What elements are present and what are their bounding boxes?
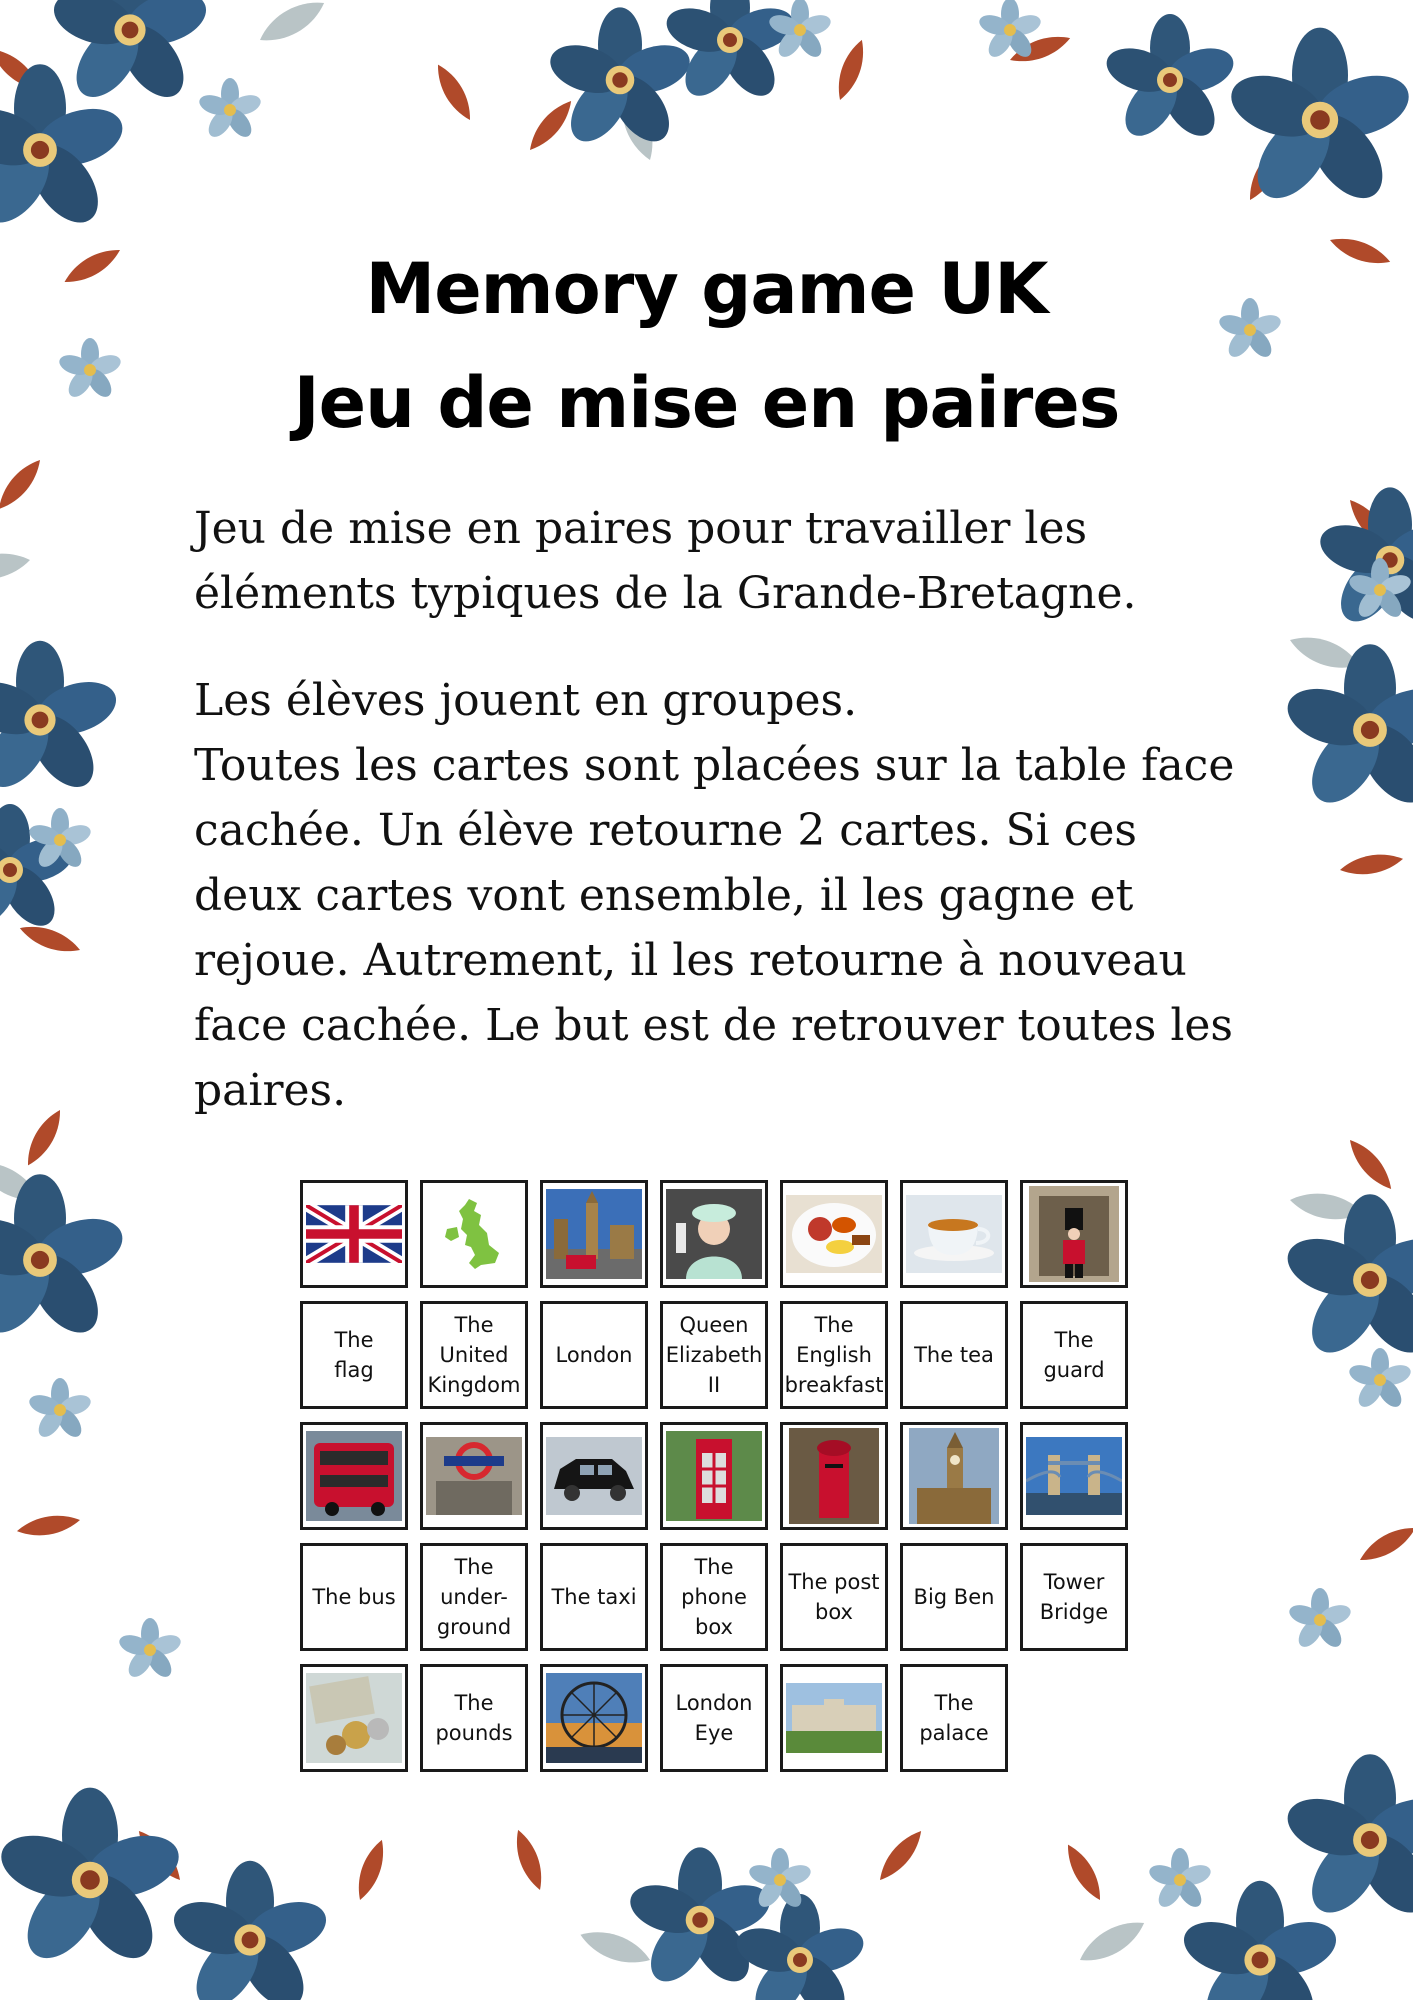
card-label: The bus [312, 1585, 396, 1609]
card-label: London Eye [675, 1691, 753, 1745]
big-ben-icon [909, 1428, 999, 1524]
card-label: The post box [788, 1570, 880, 1624]
card-label: The taxi [551, 1585, 637, 1609]
union-jack-flag-icon [306, 1205, 402, 1263]
rules-line-2: Toutes les cartes sont placées sur la table face cachée. Un élève retourne 2 cartes. Si ces deux cartes vont ensemble, il les gagne et rejoue. Autrement, il les retourne à nouveau face cachée. Le but est de retrouver toutes les paires. [194, 740, 1235, 1116]
card-guard-picture[interactable] [1020, 1180, 1128, 1288]
london-cityscape-icon [546, 1189, 642, 1279]
cup-of-tea-icon [906, 1195, 1002, 1273]
buckingham-palace-icon [786, 1683, 882, 1753]
card-label: The English breakfast [784, 1313, 884, 1397]
card-taxi-label[interactable] [540, 1543, 648, 1651]
card-flag-label[interactable] [300, 1301, 408, 1409]
card-london-picture[interactable] [540, 1180, 648, 1288]
card-uk-label[interactable] [420, 1301, 528, 1409]
royal-guard-icon [1029, 1186, 1119, 1282]
card-bus-label[interactable] [300, 1543, 408, 1651]
card-label: Tower Bridge [1039, 1570, 1109, 1624]
card-label: The under- ground [436, 1555, 512, 1639]
card-label: The tea [914, 1343, 994, 1367]
card-postbox-picture[interactable] [780, 1422, 888, 1530]
black-taxi-icon [546, 1437, 642, 1515]
card-bigben-label[interactable] [900, 1543, 1008, 1651]
card-bigben-picture[interactable] [900, 1422, 1008, 1530]
page-title: Memory game UK [365, 248, 1048, 330]
card-label: The United Kingdom [427, 1313, 521, 1397]
rules-paragraph [194, 668, 1254, 1123]
underground-sign-icon [426, 1437, 522, 1515]
card-londoneye-picture[interactable] [540, 1664, 648, 1772]
card-guard-label[interactable] [1020, 1301, 1128, 1409]
card-breakfast-label[interactable] [780, 1301, 888, 1409]
rules-line-1: Les élèves jouent en groupes. [194, 675, 858, 726]
red-post-box-icon [789, 1428, 879, 1524]
card-queen-label[interactable] [660, 1301, 768, 1409]
red-phone-box-icon [666, 1431, 762, 1521]
card-pounds-picture[interactable] [300, 1664, 408, 1772]
card-label: The phone box [681, 1555, 747, 1639]
card-pounds-label[interactable] [420, 1664, 528, 1772]
card-label: The guard [1043, 1328, 1105, 1382]
card-label: Big Ben [913, 1585, 995, 1609]
card-label: The palace [919, 1691, 989, 1745]
tower-bridge-icon [1026, 1437, 1122, 1515]
card-underground-picture[interactable] [420, 1422, 528, 1530]
card-palace-label[interactable] [900, 1664, 1008, 1772]
pounds-coins-icon [306, 1673, 402, 1763]
london-eye-icon [546, 1673, 642, 1763]
card-tea-picture[interactable] [900, 1180, 1008, 1288]
page-subtitle: Jeu de mise en paires [293, 362, 1120, 444]
card-postbox-label[interactable] [780, 1543, 888, 1651]
card-london-label[interactable] [540, 1301, 648, 1409]
card-taxi-picture[interactable] [540, 1422, 648, 1530]
intro-paragraph: Jeu de mise en paires pour travailler les éléments typiques de la Grande-Bretagne. [194, 503, 1137, 619]
uk-map-icon [429, 1189, 519, 1279]
card-londoneye-label[interactable] [660, 1664, 768, 1772]
card-tea-label[interactable] [900, 1301, 1008, 1409]
card-towerbridge-label[interactable] [1020, 1543, 1128, 1651]
card-label: The flag [334, 1328, 374, 1382]
card-bus-picture[interactable] [300, 1422, 408, 1530]
red-bus-icon [306, 1431, 402, 1521]
card-label: Queen Elizabeth II [665, 1313, 763, 1397]
card-flag-picture[interactable] [300, 1180, 408, 1288]
queen-elizabeth-photo-icon [666, 1189, 762, 1279]
card-uk-picture[interactable] [420, 1180, 528, 1288]
card-label: The pounds [435, 1691, 513, 1745]
card-phonebox-picture[interactable] [660, 1422, 768, 1530]
card-breakfast-picture[interactable] [780, 1180, 888, 1288]
card-underground-label[interactable] [420, 1543, 528, 1651]
card-towerbridge-picture[interactable] [1020, 1422, 1128, 1530]
memory-card-grid [300, 1180, 1138, 1772]
card-palace-picture[interactable] [780, 1664, 888, 1772]
english-breakfast-icon [786, 1195, 882, 1273]
card-phonebox-label[interactable] [660, 1543, 768, 1651]
card-label: London [555, 1343, 633, 1367]
card-queen-picture[interactable] [660, 1180, 768, 1288]
